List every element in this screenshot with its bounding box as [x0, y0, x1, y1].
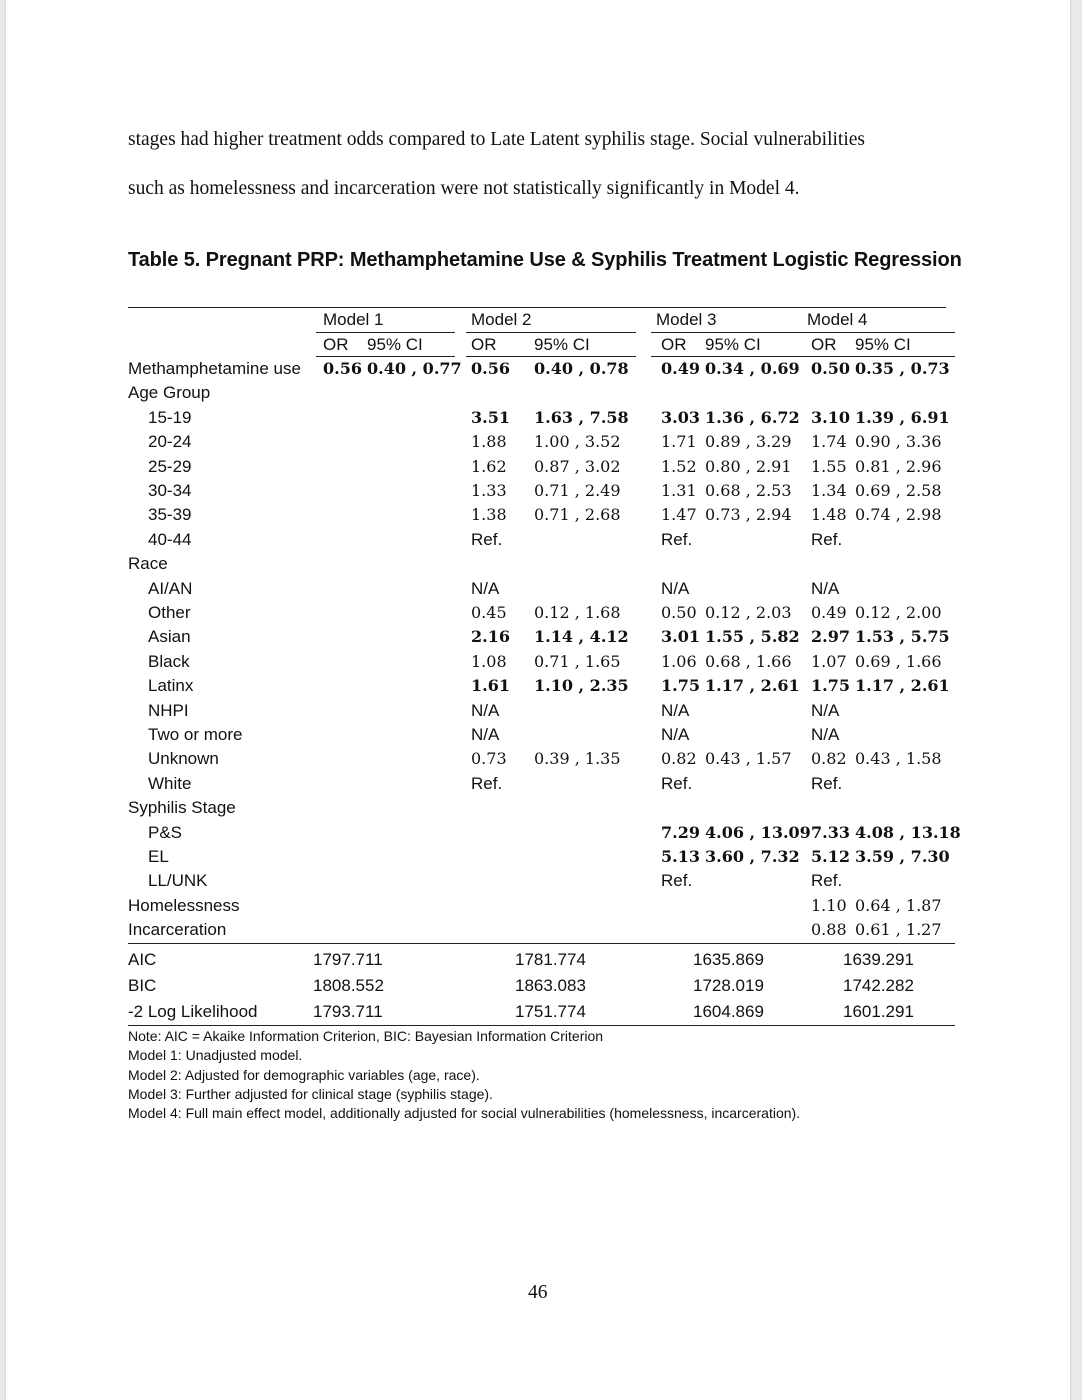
fit-value-aic-model-3: 1635.869 — [693, 950, 764, 969]
fit-value-aic-model-4: 1639.291 — [843, 950, 914, 969]
or-value-15-19-model-3: 3.03 — [661, 407, 700, 427]
or-value-p-s-model-3: 7.29 — [661, 822, 700, 842]
or-value-unknown-model-4: 0.82 — [811, 749, 847, 769]
or-value-white-model-4: Ref. — [811, 773, 843, 793]
row-label-nhpi: NHPI — [148, 700, 189, 720]
or-value-el-model-3: 5.13 — [661, 847, 700, 866]
row-label-35-39: 35-39 — [148, 505, 192, 525]
or-value-methamphetamine-use-model-1: 0.56 — [323, 359, 362, 378]
ci-value-25-29-model-2: 0.87 , 3.02 — [534, 456, 621, 476]
or-value-nhpi-model-2: N/A — [471, 700, 500, 720]
fit-value-bic-model-4: 1742.282 — [843, 976, 914, 996]
ci-header-1: 95% CI — [367, 335, 423, 354]
or-value-nhpi-model-3: N/A — [661, 700, 690, 720]
or-value-unknown-model-3: 0.82 — [661, 749, 697, 769]
or-header-2: OR — [471, 335, 497, 354]
or-value-nhpi-model-4: N/A — [811, 700, 840, 720]
row-label-asian: Asian — [148, 627, 191, 647]
fit-value-2-log-likelihood-model-2: 1751.774 — [515, 1002, 586, 1022]
or-value-methamphetamine-use-model-2: 0.56 — [471, 359, 510, 378]
or-value-20-24-model-4: 1.74 — [811, 432, 847, 452]
ci-value-other-model-2: 0.12 , 1.68 — [534, 603, 621, 622]
ci-value-asian-model-3: 1.55 , 5.82 — [705, 627, 800, 647]
or-value-white-model-2: Ref. — [471, 773, 503, 793]
row-label-syphilis-stage: Syphilis Stage — [128, 798, 236, 818]
or-value-homelessness-model-4: 1.10 — [811, 895, 847, 915]
row-label-incarceration: Incarceration — [128, 920, 227, 940]
or-value-ll-unk-model-4: Ref. — [811, 871, 843, 891]
fit-value-aic-model-1: 1797.711 — [313, 950, 383, 969]
ci-value-unknown-model-4: 0.43 , 1.58 — [855, 749, 942, 769]
model-header-2: Model 2 — [471, 310, 532, 329]
ci-value-black-model-4: 0.69 , 1.66 — [855, 651, 942, 671]
ci-value-35-39-model-3: 0.73 , 2.94 — [705, 505, 792, 525]
or-value-25-29-model-4: 1.55 — [811, 456, 847, 476]
or-value-other-model-2: 0.45 — [471, 603, 507, 622]
ci-value-latinx-model-4: 1.17 , 2.61 — [855, 676, 950, 696]
row-label-methamphetamine-use: Methamphetamine use — [128, 359, 301, 378]
or-value-two-or-more-model-4: N/A — [811, 725, 840, 744]
ci-value-methamphetamine-use-model-3: 0.34 , 0.69 — [705, 359, 800, 378]
row-label-30-34: 30-34 — [148, 481, 192, 500]
or-value-two-or-more-model-3: N/A — [661, 725, 690, 744]
or-value-40-44-model-3: Ref. — [661, 529, 693, 549]
table-bottom-rule — [128, 1025, 955, 1026]
ci-value-other-model-3: 0.12 , 2.03 — [705, 603, 792, 622]
ci-value-p-s-model-3: 4.06 , 13.09 — [705, 822, 811, 842]
or-value-black-model-2: 1.08 — [471, 651, 507, 671]
row-label-40-44: 40-44 — [148, 529, 192, 549]
row-label-other: Other — [148, 603, 191, 622]
or-value-p-s-model-4: 7.33 — [811, 822, 850, 842]
ci-value-25-29-model-4: 0.81 , 2.96 — [855, 456, 942, 476]
row-label-two-or-more: Two or more — [148, 725, 243, 744]
ci-header-3: 95% CI — [705, 335, 761, 354]
or-value-20-24-model-2: 1.88 — [471, 432, 507, 452]
model-header-3: Model 3 — [656, 310, 717, 329]
model-header-4: Model 4 — [807, 310, 868, 329]
ci-value-25-29-model-3: 0.80 , 2.91 — [705, 456, 792, 476]
row-label-homelessness: Homelessness — [128, 895, 240, 915]
or-value-unknown-model-2: 0.73 — [471, 749, 507, 769]
or-value-two-or-more-model-2: N/A — [471, 725, 500, 744]
or-header-4: OR — [811, 335, 837, 354]
ci-value-35-39-model-4: 0.74 , 2.98 — [855, 505, 942, 525]
ci-value-asian-model-4: 1.53 , 5.75 — [855, 627, 950, 647]
page-number: 46 — [528, 1282, 548, 1303]
fit-label-bic: BIC — [128, 976, 157, 996]
or-header-1: OR — [323, 335, 349, 354]
body-paragraph-line-2: such as homelessness and incarceration were not statistically significantly in Model 4. — [128, 178, 800, 199]
or-value-black-model-3: 1.06 — [661, 651, 697, 671]
row-label-latinx: Latinx — [148, 676, 194, 696]
fit-value-2-log-likelihood-model-1: 1793.711 — [313, 1002, 383, 1022]
row-label-age-group: Age Group — [128, 383, 211, 403]
ci-value-el-model-4: 3.59 , 7.30 — [855, 847, 950, 866]
or-value-latinx-model-3: 1.75 — [661, 676, 700, 696]
ci-value-p-s-model-4: 4.08 , 13.18 — [855, 822, 961, 842]
or-value-black-model-4: 1.07 — [811, 651, 847, 671]
model-3-subheader-rule — [651, 356, 801, 357]
note-line-5: Model 4: Full main effect model, additionally adjusted for social vulnerabilities (homelessness, incarceration). — [128, 1105, 801, 1122]
ci-value-unknown-model-3: 0.43 , 1.57 — [705, 749, 792, 769]
ci-value-20-24-model-4: 0.90 , 3.36 — [855, 432, 942, 452]
row-label-15-19: 15-19 — [148, 407, 192, 427]
ci-value-35-39-model-2: 0.71 , 2.68 — [534, 505, 621, 525]
or-value-30-34-model-3: 1.31 — [661, 481, 697, 500]
or-value-other-model-4: 0.49 — [811, 603, 847, 622]
ci-value-30-34-model-3: 0.68 , 2.53 — [705, 481, 792, 500]
ci-value-methamphetamine-use-model-4: 0.35 , 0.73 — [855, 359, 950, 378]
fit-value-bic-model-3: 1728.019 — [693, 976, 764, 996]
body-paragraph-line-1: stages had higher treatment odds compared to Late Latent syphilis stage. Social vulnerabilities — [128, 129, 866, 150]
table-notes — [128, 1027, 800, 1123]
or-value-latinx-model-2: 1.61 — [471, 676, 510, 696]
ci-value-el-model-3: 3.60 , 7.32 — [705, 847, 800, 866]
or-value-15-19-model-4: 3.10 — [811, 407, 850, 427]
or-value-25-29-model-2: 1.62 — [471, 456, 507, 476]
or-value-20-24-model-3: 1.71 — [661, 432, 697, 452]
ci-value-asian-model-2: 1.14 , 4.12 — [534, 627, 629, 647]
row-label-20-24: 20-24 — [148, 432, 192, 452]
note-line-1: Note: AIC = Akaike Information Criterion, BIC: Bayesian Information Criterion — [128, 1028, 604, 1044]
fit-value-2-log-likelihood-model-3: 1604.869 — [693, 1002, 764, 1022]
or-value-methamphetamine-use-model-3: 0.49 — [661, 359, 700, 378]
ci-value-black-model-3: 0.68 , 1.66 — [705, 651, 792, 671]
document-page — [6, 0, 1070, 1400]
ci-header-2: 95% CI — [534, 335, 590, 354]
or-header-3: OR — [661, 335, 687, 354]
row-label-p-s: P&S — [148, 822, 183, 842]
fit-label-2-log-likelihood: -2 Log Likelihood — [128, 1002, 258, 1022]
ci-value-30-34-model-4: 0.69 , 2.58 — [855, 481, 942, 500]
ci-value-unknown-model-2: 0.39 , 1.35 — [534, 749, 621, 769]
row-label-white: White — [148, 773, 192, 793]
model-2-subheader-rule — [466, 356, 636, 357]
ci-value-methamphetamine-use-model-1: 0.40 , 0.77 — [367, 359, 462, 378]
or-value-40-44-model-2: Ref. — [471, 529, 503, 549]
or-value-ai-an-model-2: N/A — [471, 578, 500, 598]
ci-value-incarceration-model-4: 0.61 , 1.27 — [855, 920, 942, 940]
model-4-subheader-rule — [801, 356, 955, 357]
or-value-30-34-model-2: 1.33 — [471, 481, 507, 500]
row-label-ll-unk: LL/UNK — [148, 871, 208, 891]
row-label-ai-an: AI/AN — [148, 578, 193, 598]
ci-value-black-model-2: 0.71 , 1.65 — [534, 651, 621, 671]
model-4-underline — [801, 332, 955, 333]
model-3-underline — [651, 332, 801, 333]
ci-value-methamphetamine-use-model-2: 0.40 , 0.78 — [534, 359, 629, 378]
ci-value-20-24-model-3: 0.89 , 3.29 — [705, 432, 792, 452]
model-header-1: Model 1 — [323, 310, 384, 329]
or-value-asian-model-3: 3.01 — [661, 627, 700, 647]
fit-value-2-log-likelihood-model-4: 1601.291 — [843, 1002, 914, 1022]
table-top-rule — [128, 307, 946, 308]
or-value-35-39-model-2: 1.38 — [471, 505, 507, 525]
note-line-4: Model 3: Further adjusted for clinical stage (syphilis stage). — [128, 1085, 493, 1102]
ci-value-latinx-model-2: 1.10 , 2.35 — [534, 676, 629, 696]
or-value-25-29-model-3: 1.52 — [661, 456, 697, 476]
ci-value-homelessness-model-4: 0.64 , 1.87 — [855, 895, 942, 915]
table-fit-rule — [128, 943, 955, 944]
or-value-white-model-3: Ref. — [661, 773, 693, 793]
or-value-el-model-4: 5.12 — [811, 847, 850, 866]
or-value-asian-model-4: 2.97 — [811, 627, 850, 647]
fit-value-aic-model-2: 1781.774 — [515, 950, 586, 969]
regression-table — [6, 0, 1070, 1400]
ci-value-other-model-4: 0.12 , 2.00 — [855, 603, 942, 622]
or-value-15-19-model-2: 3.51 — [471, 407, 510, 427]
model-2-underline — [466, 332, 636, 333]
model-1-subheader-rule — [316, 356, 455, 357]
row-label-unknown: Unknown — [148, 749, 219, 769]
note-line-3: Model 2: Adjusted for demographic variables (age, race). — [128, 1066, 480, 1083]
or-value-ai-an-model-4: N/A — [811, 578, 840, 598]
or-value-ai-an-model-3: N/A — [661, 578, 690, 598]
or-value-other-model-3: 0.50 — [661, 603, 697, 622]
or-value-methamphetamine-use-model-4: 0.50 — [811, 359, 850, 378]
or-value-asian-model-2: 2.16 — [471, 627, 510, 647]
note-line-2: Model 1: Unadjusted model. — [128, 1047, 303, 1064]
table-caption: Table 5. Pregnant PRP: Methamphetamine Use & Syphilis Treatment Logistic Regression — [128, 249, 962, 271]
ci-header-4: 95% CI — [855, 335, 911, 354]
or-value-35-39-model-3: 1.47 — [661, 505, 697, 525]
model-1-underline — [316, 332, 455, 333]
ci-value-20-24-model-2: 1.00 , 3.52 — [534, 432, 621, 452]
row-label-25-29: 25-29 — [148, 456, 192, 476]
ci-value-15-19-model-4: 1.39 , 6.91 — [855, 407, 950, 427]
row-label-el: EL — [148, 847, 169, 866]
fit-value-bic-model-1: 1808.552 — [313, 976, 384, 996]
row-label-race: Race — [128, 554, 168, 574]
fit-value-bic-model-2: 1863.083 — [515, 976, 586, 996]
ci-value-latinx-model-3: 1.17 , 2.61 — [705, 676, 800, 696]
ci-value-15-19-model-3: 1.36 , 6.72 — [705, 407, 800, 427]
fit-label-aic: AIC — [128, 950, 157, 969]
or-value-40-44-model-4: Ref. — [811, 529, 843, 549]
or-value-incarceration-model-4: 0.88 — [811, 920, 847, 940]
ci-value-15-19-model-2: 1.63 , 7.58 — [534, 407, 629, 427]
or-value-35-39-model-4: 1.48 — [811, 505, 847, 525]
ci-value-30-34-model-2: 0.71 , 2.49 — [534, 481, 621, 500]
row-label-black: Black — [148, 651, 190, 671]
or-value-latinx-model-4: 1.75 — [811, 676, 850, 696]
or-value-ll-unk-model-3: Ref. — [661, 871, 693, 891]
or-value-30-34-model-4: 1.34 — [811, 481, 847, 500]
